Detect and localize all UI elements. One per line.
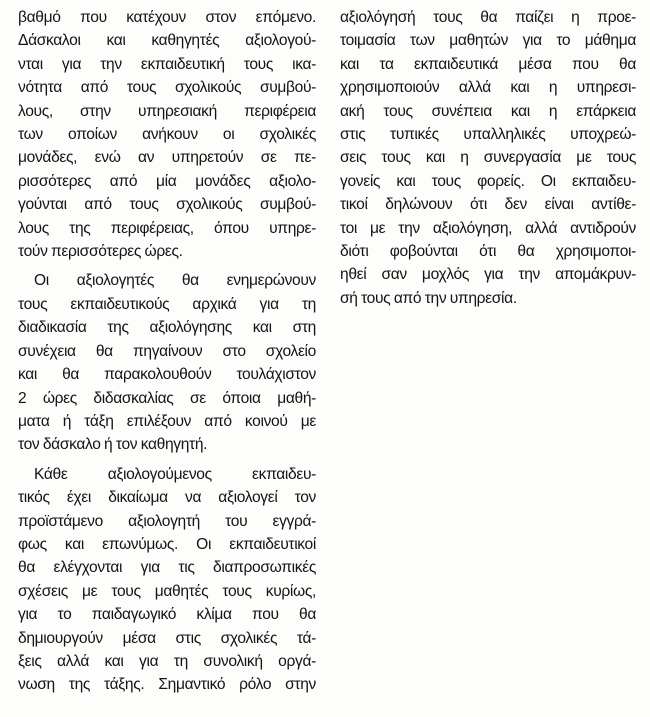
text-line: προϊστάμενο αξιολογητή του εγγρά- — [18, 512, 316, 530]
text-line: Δάσκαλοι και καθηγητές αξιολογού- — [18, 32, 316, 50]
text-line: τούν περισσότερες ώρες. — [18, 243, 183, 261]
text-line: ματα ή τάξη επιλέξουν από κοινού με — [18, 412, 316, 430]
text-line: συνέχεια θα πηγαίνουν στο σχολείο — [18, 342, 316, 360]
text-line: τικοί δηλώνουν ότι δεν είναι αντίθε- — [340, 196, 636, 214]
paragraph-evaluation-procedure — [18, 269, 316, 456]
text-line: λους της περιφέρειας, όπου υπηρε- — [18, 219, 316, 237]
text-line: τοι με την αξιολόγηση, αλλά αντιδρούν — [340, 219, 636, 237]
text-line: γούνται από τους σχολικούς συμβού- — [18, 196, 316, 214]
text-line: τικός έχει δικαίωμα να αξιολογεί τον — [18, 489, 316, 507]
text-line: αξιολόγησή τους θα παίζει η προε- — [340, 9, 636, 26]
paragraph-teacher-rights — [18, 463, 316, 697]
text-line: σή τους από την υπηρεσία. — [340, 289, 517, 307]
paragraph-evaluation-criteria — [340, 6, 636, 310]
text-line: τους εκπαιδευτικούς αρχικά για τη — [18, 295, 316, 313]
text-line: γονείς και τους φορείς. Οι εκπαιδευ- — [340, 172, 636, 190]
text-line: βαθμό που κατέχουν στον επόμενο. — [18, 9, 316, 26]
text-line: ρισσότερες από μία μονάδες αξιολο- — [18, 172, 316, 190]
text-line: σεις τους και η συνεργασία με τους — [340, 149, 636, 167]
text-line: τοιμασία των μαθητών για το μάθημα — [340, 32, 636, 50]
text-line: νωση της τάξης. Σημαντικό ρόλο στην — [18, 676, 316, 694]
text-line: φως και επωνύμως. Οι εκπαιδευτικοί — [18, 535, 316, 553]
text-line: σχέσεις με τους μαθητές τους κυρίως, — [18, 582, 316, 600]
text-line: και τα εκπαιδευτικά μέσα που θα — [340, 55, 636, 73]
right-column — [340, 6, 636, 310]
paragraph-evaluators-assignment — [18, 6, 316, 263]
text-line: ηθεί σαν μοχλός για την απομάκρυν- — [340, 266, 636, 284]
text-line: 2 ώρες διδασκαλίας σε όποια μαθή- — [18, 389, 316, 407]
text-line: θα ελέγχονται για τις διαπροσωπικές — [18, 559, 316, 577]
text-line: τον δάσκαλο ή τον καθηγητή. — [18, 436, 208, 454]
text-line: μονάδες, ενώ αν υπηρετούν σε πε- — [18, 149, 316, 167]
text-line: δημιουργούν μέσα στις σχολικές τά- — [18, 629, 316, 647]
left-column — [18, 6, 316, 697]
text-line: και θα παρακολουθούν τουλάχιστον — [18, 366, 316, 384]
text-line: νται για την εκπαιδευτική τους ικα- — [18, 55, 316, 73]
text-line: λους, στην υπηρεσιακή περιφέρεια — [18, 102, 316, 120]
text-line: διότι φοβούνται ότι θα χρησιμοποι- — [340, 243, 636, 261]
text-line: Οι αξιολογητές θα ενημερώνουν — [34, 272, 316, 290]
text-line: για το παιδαγωγικό κλίμα που θα — [18, 606, 316, 624]
text-line: των οποίων ανήκουν οι σχολικές — [18, 126, 316, 144]
text-line: χρησιμοποιούν αλλά και η υπηρεσι- — [340, 79, 636, 97]
text-line: Κάθε αξιολογούμενος εκπαιδευ- — [34, 465, 316, 483]
text-line: ακή τους συνέπεια και η επάρκεια — [340, 102, 636, 120]
text-line: νότητα από τους σχολικούς συμβού- — [18, 79, 316, 97]
text-line: στις τυπικές υπαλληλικές υποχρεώ- — [340, 126, 636, 144]
text-line: ξεις αλλά και για τη συνολική οργά- — [18, 652, 316, 670]
text-line: διαδικασία της αξιολόγησης και στη — [18, 319, 316, 337]
